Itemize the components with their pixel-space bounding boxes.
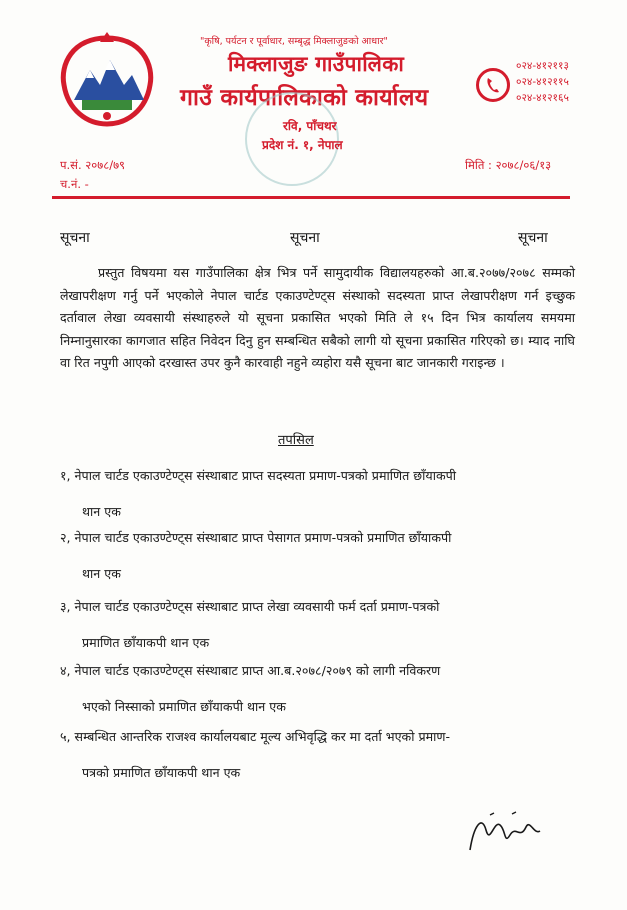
letter-date: मिति : २०७८/०६/१३ (465, 158, 552, 172)
phone-number: ०२४-४१२१६५ (516, 92, 569, 104)
list-item (60, 463, 575, 525)
office-name: गाउँ कार्यपालिकाको कार्यालय (180, 85, 429, 111)
notice-heading-center: सूचना (290, 230, 320, 246)
list-item-line: ४, नेपाल चार्टड एकाउण्टेण्ट्स संस्थाबाट प्राप्त आ.ब.२०७८/२०७९ को लागी नविकरण (60, 663, 441, 678)
reference-number: प.सं. २०७८/७९ (60, 158, 126, 172)
list-item-line: २, नेपाल चार्टड एकाउण्टेण्ट्स संस्थाबाट प्राप्त पेसागत प्रमाण-पत्रको प्रमाणित छाँयाकपी (60, 530, 452, 545)
list-item (60, 658, 575, 720)
list-item (60, 724, 575, 786)
list-item-continuation: थान एक (82, 504, 121, 519)
nepal-emblem-icon (52, 30, 162, 130)
municipality-name: मिक्लाजुङ गाउँपालिका (228, 52, 405, 76)
list-item-continuation: पत्रको प्रमाणित छाँयाकपी थान एक (82, 765, 241, 780)
phone-numbers (516, 58, 569, 106)
list-item-continuation: भएको निस्साको प्रमाणित छाँयाकपी थान एक (82, 699, 286, 714)
phone-number: ०२४-४१२११३ (516, 60, 569, 72)
notice-body (60, 262, 575, 375)
list-item-line: १, नेपाल चार्टड एकाउण्टेण्ट्स संस्थाबाट प्राप्त सदस्यता प्रमाण-पत्रको प्रमाणित छाँयाकपी (60, 468, 457, 483)
list-item-continuation: प्रमाणित छाँयाकपी थान एक (82, 635, 210, 650)
list-item (60, 594, 575, 656)
notice-heading-left: सूचना (60, 230, 90, 246)
signature (460, 805, 560, 865)
list-item-line: ५, सम्बन्धित आन्तरिक राजश्व कार्यालयबाट मूल्य अभिवृद्धि कर मा दर्ता भएको प्रमाण- (60, 729, 451, 744)
annex-heading: तपसिल (278, 433, 314, 448)
list-item (60, 525, 575, 587)
list-item-continuation: थान एक (82, 566, 121, 581)
phone-icon (476, 68, 510, 102)
notice-heading-right: सूचना (518, 230, 548, 246)
address-line-2: प्रदेश नं. १, नेपाल (262, 138, 343, 152)
list-item-line: ३, नेपाल चार्टड एकाउण्टेण्ट्स संस्थाबाट प्राप्त लेखा व्यवसायी फर्म दर्ता प्रमाण-पत्रको (60, 599, 440, 614)
letterhead-motto: "कृषि, पर्यटन र पूर्वाधार, सम्बृद्ध मिक्लाजुङको आधार" (200, 36, 388, 47)
dispatch-number: च.नं. - (60, 177, 89, 191)
address-line-1: रवि, पाँचथर (283, 119, 337, 133)
phone-number: ०२४-४१२११५ (516, 76, 569, 88)
notice-body-text: प्रस्तुत विषयमा यस गाउँपालिका क्षेत्र भित्र पर्ने सामुदायीक विद्यालयहरुको आ.ब.२०७७/२०७८ सम्मको लेखापरीक्षण गर्नु पर्ने भएकोले नेपाल चार्टड एकाउण्टेण्ट्स संस्थाको सदस्यता प्राप्त लेखापरीक्षण गर्न इच्छुक दर्तावाल लेखा व्यवसायी संस्थाहरुले यो सूचना प्रकासित भएको मिति ले १५ दिन भित्र कार्यालय समयमा निम्नानुसारका कागजात सहित निवेदन दिनु हुन सम्बन्धित सबैको लागी यो सूचना प्रकासित गरिएको छ। म्याद नाघि वा रित नपुगी आएको दरखास्त उपर कुनै कारवाही नहुने व्यहोरा यसै सूचना बाट जानकारी गराइन्छ । (60, 265, 575, 370)
header-rule (52, 196, 570, 199)
